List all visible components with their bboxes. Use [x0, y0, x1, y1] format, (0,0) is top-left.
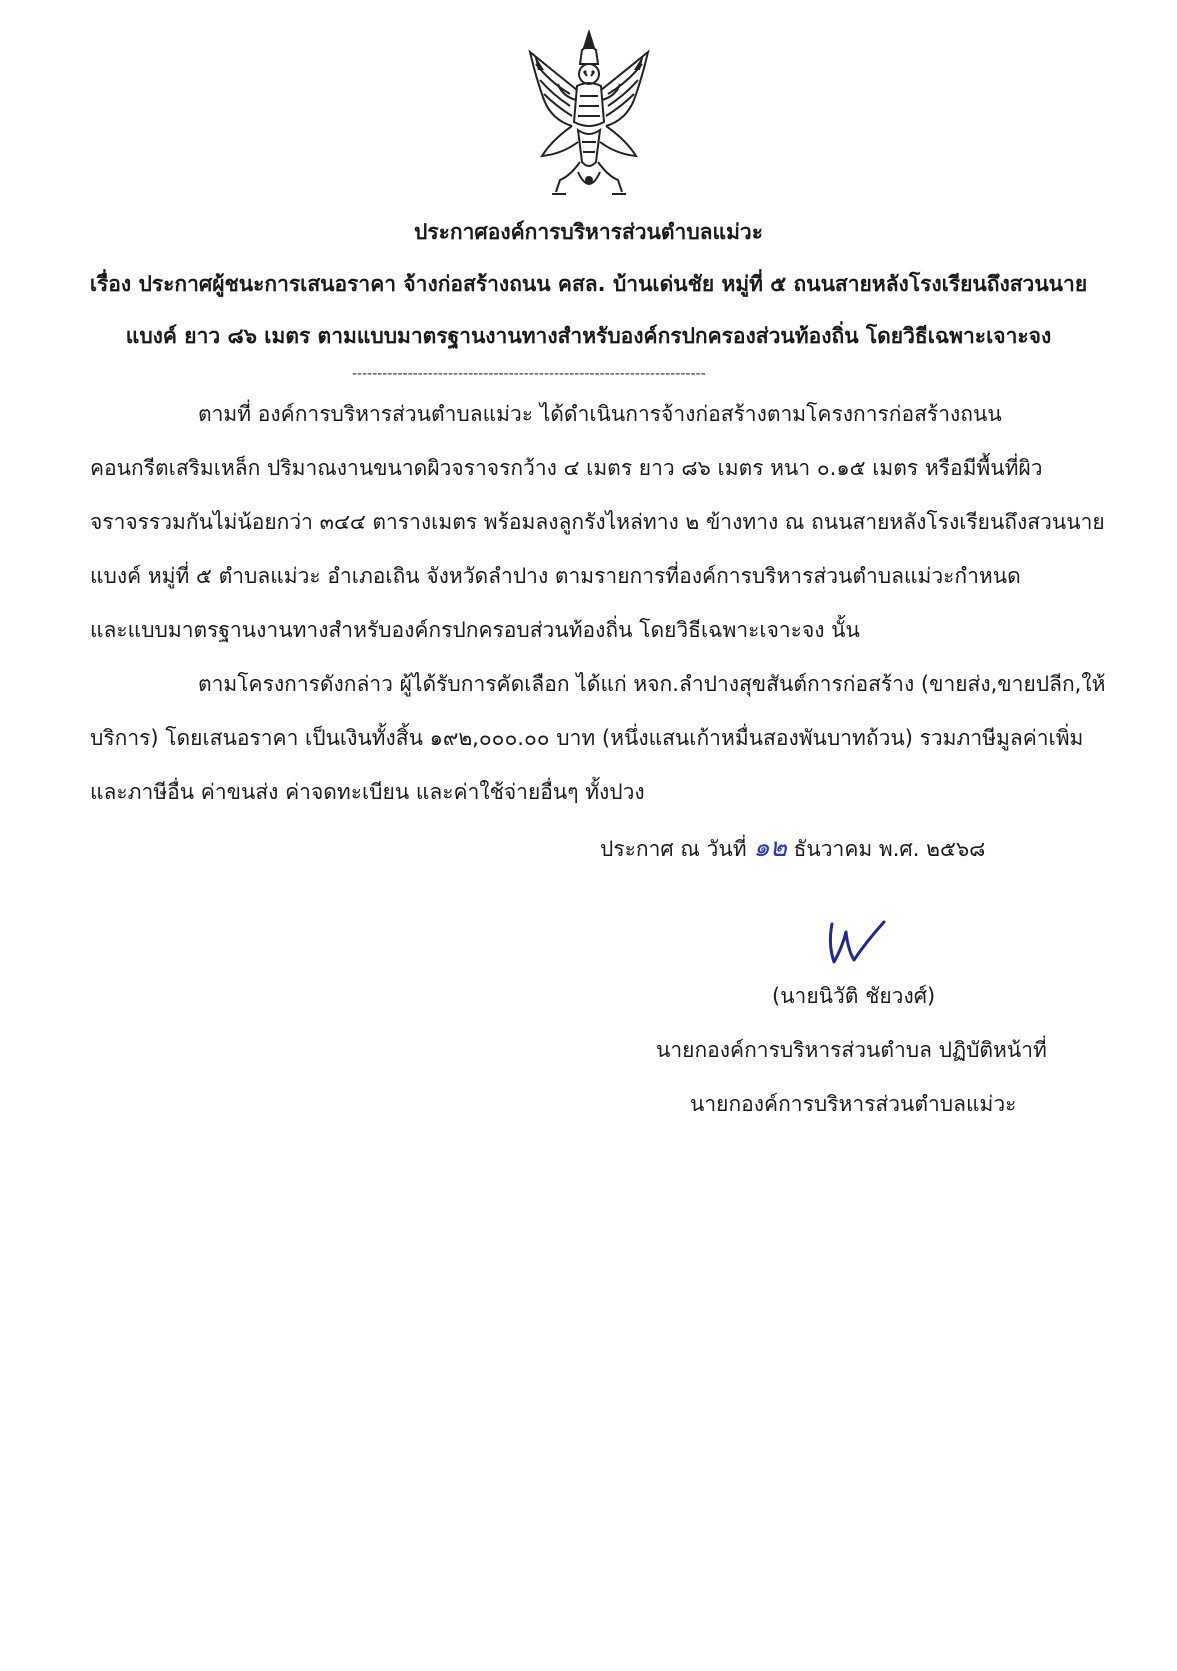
- date-suffix: ธันวาคม พ.ศ. ๒๕๖๘: [793, 837, 986, 861]
- subject-line-1: เรื่อง ประกาศผู้ชนะการเสนอราคา จ้างก่อสร้างถนน คสล. บ้านเด่นชัย หมู่ที่ ๕ ถนนสายหลังโรงเรียนถึงสวนนาย: [89, 272, 1088, 296]
- paragraph-2-line-2: บริการ) โดยเสนอราคา เป็นเงินทั้งสิ้น ๑๙๒,๐๐๐.๐๐ บาท (หนึ่งแสนเก้าหมื่นสองพันบาทถ้วน) รวมภาษีมูลค่าเพิ่ม: [90, 726, 1084, 750]
- subject-line-2: แบงค์ ยาว ๘๖ เมตร ตามแบบมาตรฐานงานทางสำหรับองค์กรปกครองส่วนท้องถิ่น โดยวิธีเฉพาะเจาะจง: [125, 324, 1052, 348]
- header-divider: ----------------------------------------------------------------------: [352, 366, 706, 382]
- paragraph-1-line-5: และแบบมาตรฐานงานทางสำหรับองค์กรปกครอบส่วนท้องถิ่น โดยวิธีเฉพาะเจาะจง นั้น: [90, 618, 860, 642]
- signatory-position-2: นายกองค์การบริหารส่วนตำบลแม่วะ: [690, 1092, 1017, 1116]
- signatory-name: (นายนิวัติ ชัยวงศ์): [772, 984, 936, 1008]
- paragraph-1-line-2: คอนกรีตเสริมเหล็ก ปริมาณงานขนาดผิวจราจรกว้าง ๔ เมตร ยาว ๘๖ เมตร หนา ๐.๑๕ เมตร หรือมีพื้นที่ผิว: [90, 456, 1043, 480]
- date-prefix: ประกาศ ณ วันที่: [600, 837, 747, 861]
- handwritten-signature: [822, 918, 894, 966]
- date-day-handwritten: ๑๒: [753, 833, 787, 863]
- paragraph-1-line-4: แบงค์ หมู่ที่ ๕ ตำบลแม่วะ อำเภอเถิน จังหวัดลำปาง ตามรายการที่องค์การบริหารส่วนตำบลแม่วะกำหนด: [90, 564, 1021, 588]
- garuda-emblem-icon: [522, 30, 656, 200]
- paragraph-2-line-1: ตามโครงการดังกล่าว ผู้ได้รับการคัดเลือก ได้แก่ หจก.ลำปางสุขสันต์การก่อสร้าง (ขายส่ง,ขายปลีก,ให้: [198, 672, 1106, 696]
- announcement-date: [600, 834, 985, 863]
- paragraph-2-line-3: และภาษีอื่น ค่าขนส่ง ค่าจดทะเบียน และค่าใช้จ่ายอื่นๆ ทั้งปวง: [90, 780, 645, 804]
- announcement-heading: ประกาศองค์การบริหารส่วนตำบลแม่วะ: [414, 220, 763, 244]
- paragraph-1-line-1: ตามที่ องค์การบริหารส่วนตำบลแม่วะ ได้ดำเนินการจ้างก่อสร้างตามโครงการก่อสร้างถนน: [198, 402, 1002, 426]
- paragraph-1-line-3: จราจรรวมกันไม่น้อยกว่า ๓๔๔ ตารางเมตร พร้อมลงลูกรังไหล่ทาง ๒ ข้างทาง ณ ถนนสายหลังโรงเรียนถึงสวนนาย: [90, 510, 1105, 534]
- signatory-position-1: นายกองค์การบริหารส่วนตำบล ปฏิบัติหน้าที่: [656, 1038, 1047, 1062]
